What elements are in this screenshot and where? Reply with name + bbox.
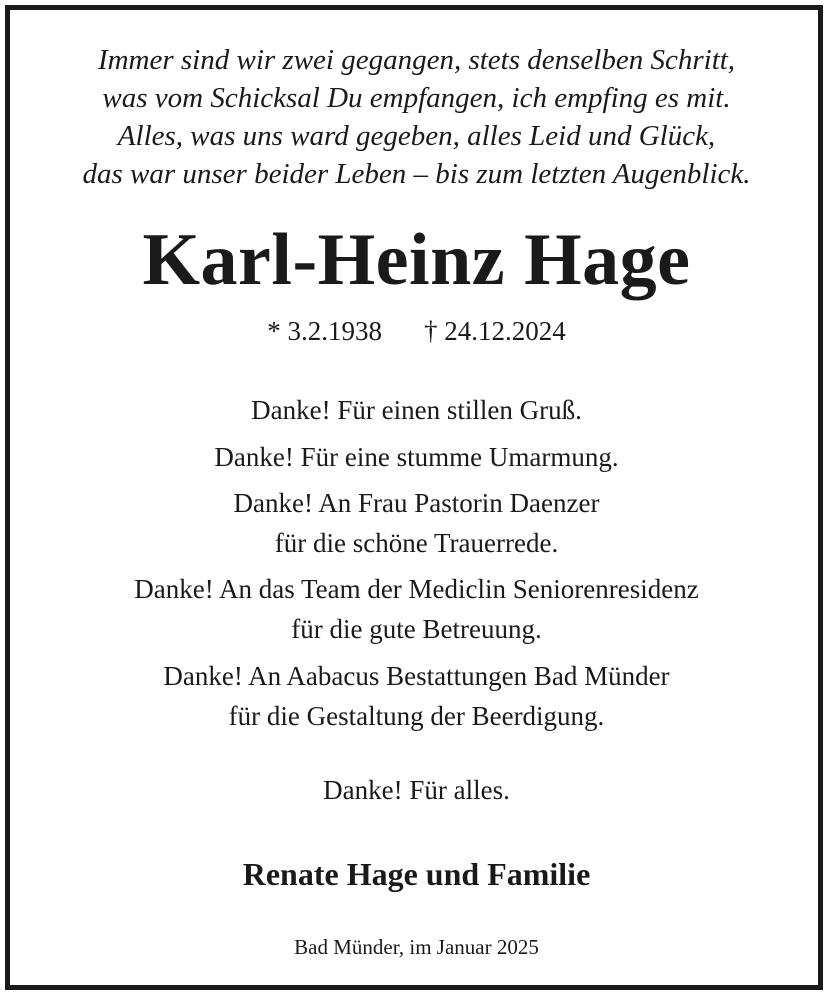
death-date: † 24.12.2024 xyxy=(424,316,566,346)
poem-line-1: Immer sind wir zwei gegangen, stets denselben Schritt, xyxy=(97,44,736,76)
deceased-name: Karl-Heinz Hage xyxy=(142,219,691,301)
thanks-line-6: für die gute Betreuung. xyxy=(291,614,542,644)
life-dates xyxy=(0,315,833,347)
poem-line-4: das war unser beider Leben – bis zum letzten Augenblick. xyxy=(82,158,751,190)
thanks-line-9: Danke! Für alles. xyxy=(323,775,510,805)
birth-date: * 3.2.1938 xyxy=(267,316,382,346)
thanks-line-4: für die schöne Trauerrede. xyxy=(274,528,559,558)
thanks-line-5: Danke! An das Team der Mediclin Seniorenresidenz xyxy=(134,574,699,604)
thanks-line-2: Danke! Für eine stumme Umarmung. xyxy=(214,442,619,472)
thanks-line-3: Danke! An Frau Pastorin Daenzer xyxy=(233,488,600,518)
poem-line-2: was vom Schicksal Du empfangen, ich empfing es mit. xyxy=(102,82,731,114)
thanks-line-1: Danke! Für einen stillen Gruß. xyxy=(251,395,582,425)
thanks-line-7: Danke! An Aabacus Bestattungen Bad Münder xyxy=(163,661,670,691)
thanks-line-8: für die Gestaltung der Beerdigung. xyxy=(228,701,605,731)
place-date: Bad Münder, im Januar 2025 xyxy=(294,935,539,959)
signature: Renate Hage und Familie xyxy=(242,856,591,892)
poem-line-3: Alles, was uns ward gegeben, alles Leid und Glück, xyxy=(117,120,716,152)
